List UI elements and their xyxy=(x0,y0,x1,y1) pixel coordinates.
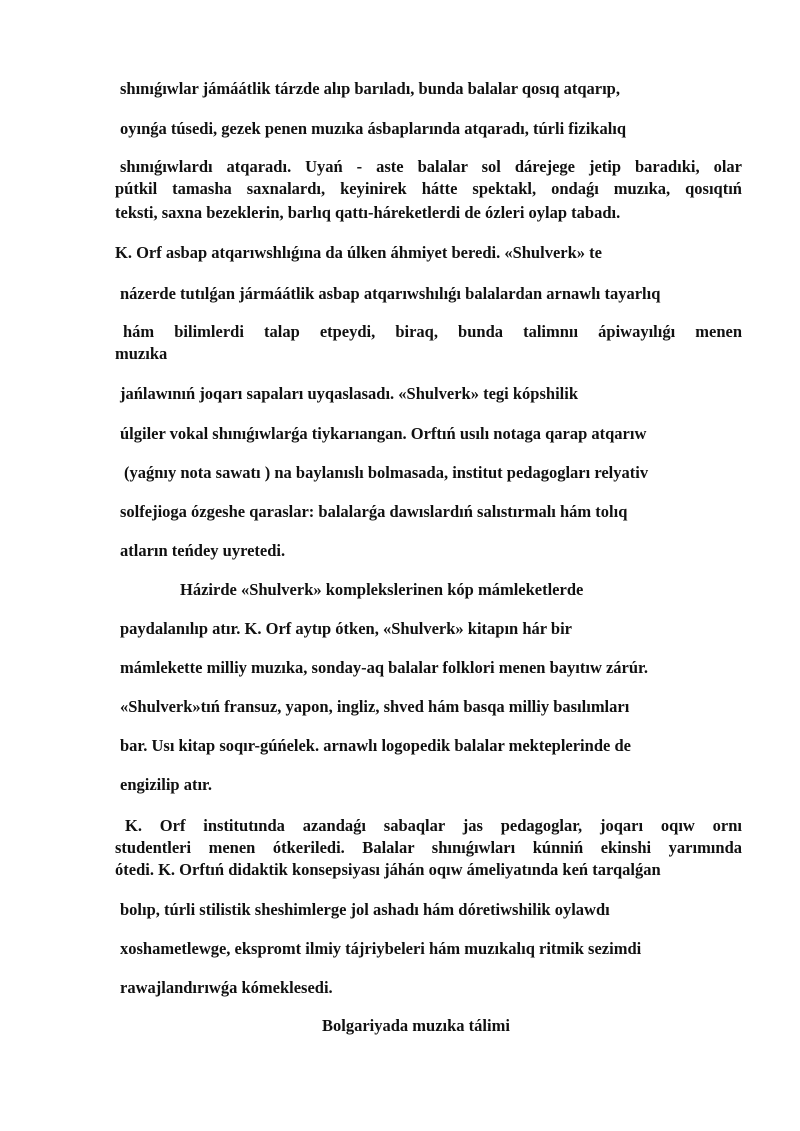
text-line-15: Házirde «Shulverk» komplekslerinen kóp mámleketlerde xyxy=(180,580,584,599)
text-line-6: K. Orf asbap atqarıwshlıǵına da úlken áhmiyet beredi. «Shulverk» te xyxy=(115,243,602,262)
text-line-1: shınıǵıwlar jámáátlik tárzde alıp barıladı, bunda balalar qosıq atqarıp, xyxy=(120,79,620,98)
text-line-7: názerde tutılǵan jármáátlik asbap atqarıwshılıǵı balalardan arnawlı tayarlıq xyxy=(120,284,661,303)
text-line-18: «Shulverk»tıń fransuz, yapon, ingliz, shved hám basqa milliy basılımları xyxy=(120,697,630,716)
text-line-17: mámlekette milliy muzıka, sonday-aq balalar folklori menen bayıtıw zárúr. xyxy=(120,658,648,677)
text-line-4: pútkil tamasha saxnalardı, keyinirek hátte spektakl, ondaǵı muzıka, qosıqtıń xyxy=(115,179,742,198)
text-line-10: jańlawınıń joqarı sapaları uyqaslasadı. «Shulverk» tegi kópshilik xyxy=(120,384,578,403)
text-line-12: (yaǵnıy nota sawatı ) na baylanıslı bolmasada, institut pedagogları relyativ xyxy=(124,463,649,482)
section-heading: Bolgariyada muzıka tálimi xyxy=(322,1016,510,1035)
text-line-16: paydalanılıp atır. K. Orf aytıp ótken, «Shulverk» kitapın hár bir xyxy=(120,619,573,638)
text-line-26: rawajlandırıwǵa kómeklesedi. xyxy=(120,978,333,997)
text-line-22: studentleri menen ótkeriledi. Balalar shınıǵıwları kúnniń ekinshi yarımında xyxy=(115,838,742,857)
text-line-9: muzıka xyxy=(115,344,168,363)
text-line-21: K. Orf institutında azandaǵı sabaqlar jas pedagoglar, joqarı oqıw ornı xyxy=(125,816,742,835)
text-line-25: xoshametlewge, ekspromt ilmiy tájriybeleri hám muzıkalıq ritmik sezimdi xyxy=(120,939,642,958)
text-line-24: bolıp, túrli stilistik sheshimlerge jol ashadı hám dóretiwshilik oylawdı xyxy=(120,900,610,919)
text-line-13: solfejioga ózgeshe qaraslar: balalarǵa dawıslardıń salıstırmalı hám tolıq xyxy=(120,502,628,521)
text-line-5: teksti, saxna bezeklerin, barlıq qattı-háreketlerdi de ózleri oylap tabadı. xyxy=(115,203,621,222)
text-line-11: úlgiler vokal shınıǵıwlarǵa tiykarıangan. Orftıń usılı notaga qarap atqarıw xyxy=(120,424,647,443)
text-line-2: oyınǵa túsedi, gezek penen muzıka ásbaplarında atqaradı, túrli fizikalıq xyxy=(120,119,627,138)
text-line-19: bar. Usı kitap soqır-gúńelek. arnawlı logopedik balalar mekteplerinde de xyxy=(120,736,631,755)
text-line-23: ótedi. K. Orftıń didaktik konsepsiyası jáhán oqıw ámeliyatında keń tarqalǵan xyxy=(115,860,661,879)
text-line-3: shınıǵıwlardı atqaradı. Uyań - aste balalar sol dárejege jetip baradıki, olar xyxy=(120,157,742,176)
text-line-8: hám bilimlerdi talap etpeydi, biraq, bunda talimnıı ápiwayılıǵı menen xyxy=(123,322,742,341)
text-line-20: engizilip atır. xyxy=(120,775,212,794)
text-line-14: atların teńdey uyretedi. xyxy=(120,541,286,560)
